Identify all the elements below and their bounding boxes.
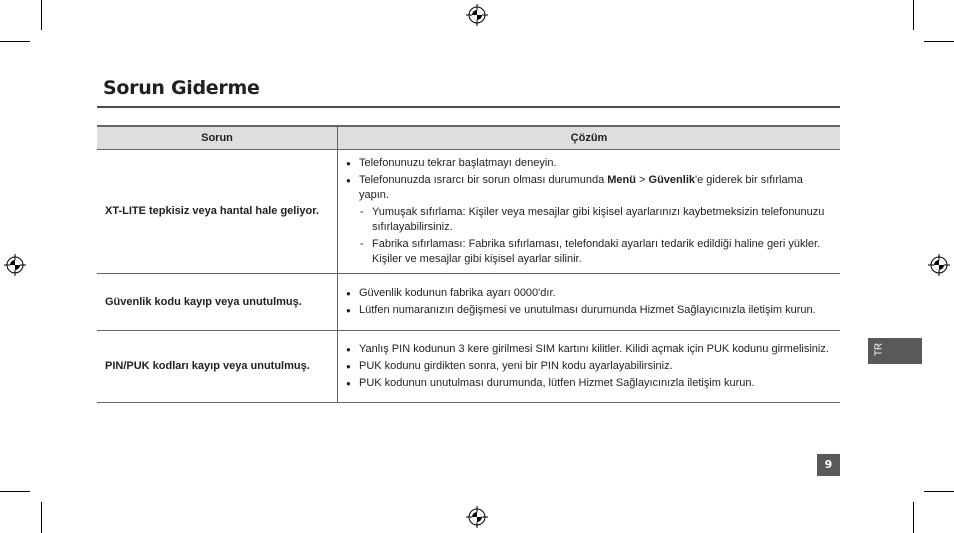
crop-mark — [924, 41, 954, 42]
problem-cell: XT-LITE tepkisiz veya hantal hale geliyor. — [97, 150, 338, 274]
column-header-problem: Sorun — [97, 126, 338, 150]
troubleshooting-table — [97, 125, 840, 403]
problem-cell: PIN/PUK kodları kayıp veya unutulmuş. — [97, 331, 338, 403]
page-number: 9 — [817, 454, 840, 476]
table-row — [97, 274, 840, 331]
title-divider — [97, 106, 840, 108]
solution-item — [346, 173, 834, 267]
solution-item: ● PUK kodunun unutulması durumunda, lütfen Hizmet Sağlayıcınızla iletişim kurun. — [346, 376, 834, 391]
solution-item: ● Telefonunuzu tekrar başlatmayı deneyin. — [346, 156, 834, 171]
solution-text: Telefonunuzda ısrarcı bir sorun olması durumunda — [359, 174, 608, 186]
solution-item: ● PUK kodunu girdikten sonra, yeni bir PIN kodu ayarlayabilirsiniz. — [346, 359, 834, 374]
table-row — [97, 331, 840, 403]
table-header-row — [97, 126, 840, 150]
registration-mark-icon — [466, 4, 488, 26]
table-row — [97, 150, 840, 274]
solution-item: ● Güvenlik kodunun fabrika ayarı 0000'dır. — [346, 286, 834, 301]
crop-mark — [913, 502, 914, 533]
solution-text: 'e giderek bir sıfırlama yapın. — [359, 174, 803, 201]
problem-cell: Güvenlik kodu kayıp veya unutulmuş. — [97, 274, 338, 331]
solution-list — [346, 342, 834, 391]
crop-mark — [41, 0, 42, 30]
factory-reset-item: - Fabrika sıfırlaması: Fabrika sıfırlaması, telefondaki ayarları tedarik edildiği haline geri yükler. Kişiler ve mesajlar gibi kişisel ayarlar silinir. — [359, 237, 834, 267]
column-header-solution: Çözüm — [338, 126, 841, 150]
solution-list — [346, 156, 834, 267]
menu-path-menu: Menü — [607, 174, 636, 186]
crop-mark — [924, 491, 954, 492]
page-title: Sorun Giderme — [103, 77, 260, 99]
crop-mark — [0, 491, 30, 492]
crop-mark — [41, 502, 42, 533]
registration-mark-icon — [466, 506, 488, 528]
solution-cell — [338, 274, 841, 331]
crop-mark — [913, 0, 914, 30]
language-tab-label: TR — [873, 342, 885, 357]
solution-item: ● Lütfen numaranızın değişmesi ve unutulması durumunda Hizmet Sağlayıcınızla iletişim kurun. — [346, 303, 834, 318]
soft-reset-item: - Yumuşak sıfırlama: Kişiler veya mesajlar gibi kişisel ayarlarınızı kaybetmeksizin telefonunuzu sıfırlayabilirsiniz. — [359, 205, 834, 235]
menu-path-separator: > — [635, 174, 649, 186]
registration-mark-icon — [4, 254, 26, 276]
reset-types-list — [359, 205, 834, 267]
language-tab — [868, 338, 922, 364]
solution-list — [346, 286, 834, 318]
menu-path-security: Güvenlik — [648, 174, 695, 186]
solution-item: ● Yanlış PIN kodunun 3 kere girilmesi SIM kartını kilitler. Kilidi açmak için PUK kodunu girmelisiniz. — [346, 342, 834, 357]
solution-cell — [338, 150, 841, 274]
solution-cell — [338, 331, 841, 403]
registration-mark-icon — [928, 254, 950, 276]
crop-mark — [0, 41, 30, 42]
